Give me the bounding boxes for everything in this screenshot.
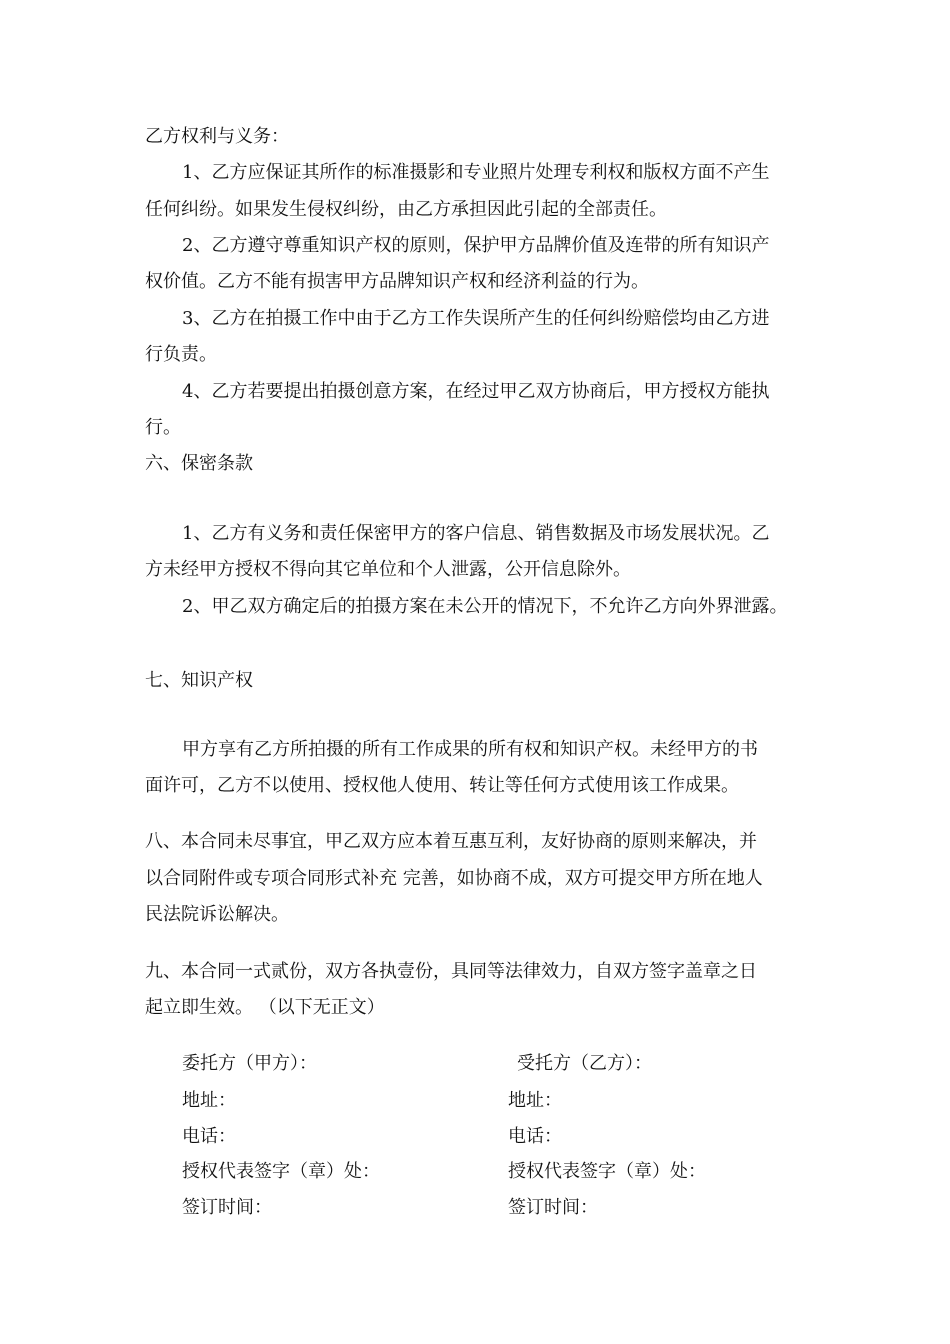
- contractor-signing-date-label: 签订时间：: [508, 1197, 598, 1218]
- confidentiality-item1-line2: 方未经甲方授权不得向其它单位和个人泄露，公开信息除外。: [145, 559, 631, 580]
- contractor-rep-signature-label: 授权代表签字（章）处：: [508, 1161, 706, 1182]
- ip-heading: 七、知识产权: [145, 670, 253, 691]
- party-b-item3-line1: 3、乙方在拍摄工作中由于乙方工作失误所产生的任何纠纷赔偿均由乙方进: [182, 308, 770, 329]
- client-address-label: 地址：: [182, 1090, 236, 1111]
- contractor-phone-label: 电话：: [508, 1126, 562, 1147]
- party-b-rights-heading: 乙方权利与义务：: [145, 126, 289, 147]
- contractor-address-label: 地址：: [508, 1090, 562, 1111]
- party-b-item2-line2: 权价值。乙方不能有损害甲方品牌知识产权和经济利益的行为。: [145, 271, 649, 292]
- contractor-party-label: 受托方（乙方）：: [517, 1053, 652, 1074]
- ip-body-line1: 甲方享有乙方所拍摄的所有工作成果的所有权和知识产权。未经甲方的书: [182, 739, 758, 760]
- party-b-item1-line1: 1、乙方应保证其所作的标准摄影和专业照片处理专利权和版权方面不产生: [182, 162, 770, 183]
- party-b-item3-line2: 行负责。: [145, 344, 217, 365]
- clause8-line1: 八、本合同未尽事宜，甲乙双方应本着互惠互利，友好协商的原则来解决，并: [145, 831, 757, 852]
- clause8-line2: 以合同附件或专项合同形式补充 完善，如协商不成，双方可提交甲方所在地人: [145, 868, 763, 889]
- party-b-item4-line2: 行。: [145, 417, 181, 438]
- clause9-line2: 起立即生效。 （以下无正文）: [145, 997, 385, 1018]
- ip-body-line2: 面许可，乙方不以使用、授权他人使用、转让等任何方式使用该工作成果。: [145, 775, 739, 796]
- party-b-item4-line1: 4、乙方若要提出拍摄创意方案，在经过甲乙双方协商后，甲方授权方能执: [182, 381, 770, 402]
- clause9-line1: 九、本合同一式贰份，双方各执壹份，具同等法律效力，自双方签字盖章之日: [145, 961, 757, 982]
- client-party-label: 委托方（甲方）：: [182, 1053, 317, 1074]
- confidentiality-item2: 2、甲乙双方确定后的拍摄方案在未公开的情况下，不允许乙方向外界泄露。: [182, 596, 788, 617]
- clause8-line3: 民法院诉讼解决。: [145, 904, 289, 925]
- client-signing-date-label: 签订时间：: [182, 1197, 272, 1218]
- confidentiality-item1-line1: 1、乙方有义务和责任保密甲方的客户信息、销售数据及市场发展状况。乙: [182, 523, 770, 544]
- party-b-item1-line2: 任何纠纷。如果发生侵权纠纷，由乙方承担因此引起的全部责任。: [145, 199, 667, 220]
- party-b-item2-line1: 2、乙方遵守尊重知识产权的原则，保护甲方品牌价值及连带的所有知识产: [182, 235, 770, 256]
- confidentiality-heading: 六、保密条款: [145, 453, 253, 474]
- client-rep-signature-label: 授权代表签字（章）处：: [182, 1161, 380, 1182]
- client-phone-label: 电话：: [182, 1126, 236, 1147]
